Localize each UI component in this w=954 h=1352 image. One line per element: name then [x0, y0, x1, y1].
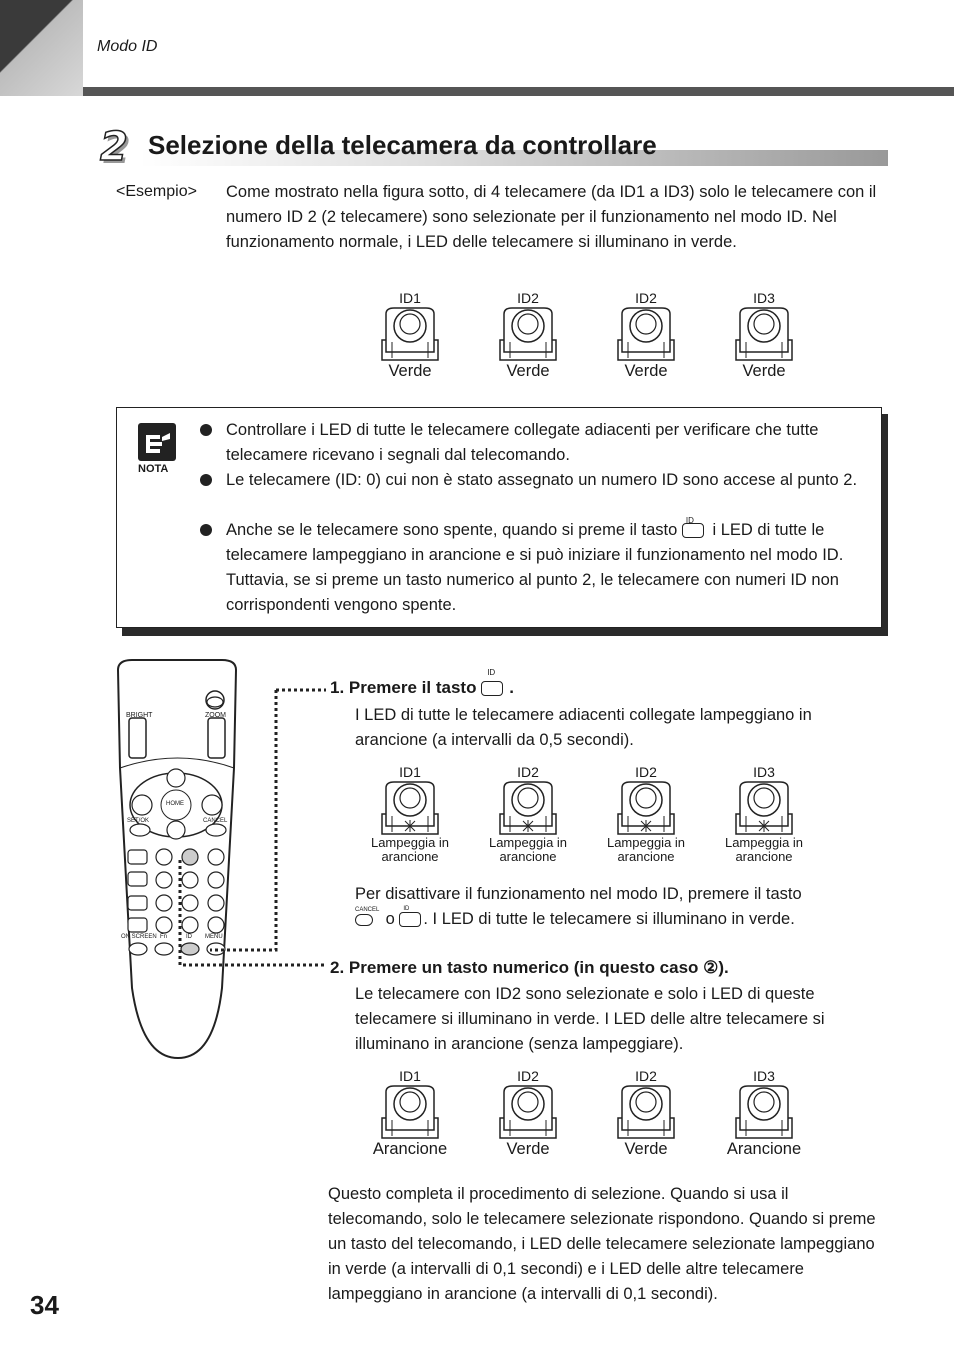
step1-deactivate	[355, 882, 885, 932]
deactivate-text-a: Per disattivare il funzionamento nel modo ID, premere il tasto	[355, 885, 802, 903]
page-number: 34	[30, 1290, 59, 1320]
camera	[606, 1068, 686, 1159]
note-item-2: Le telecamere (ID: 0) cui non è stato assegnato un numero ID sono accese al punto 2.	[226, 471, 858, 489]
camera-id: ID1	[399, 290, 421, 306]
camera-id: ID1	[399, 1068, 421, 1084]
camera	[488, 764, 568, 864]
camera-id: ID2	[635, 1068, 657, 1084]
example-label: <Esempio>	[116, 183, 197, 200]
section-number: 2	[100, 124, 128, 170]
camera-led-status: Lampeggia in arancione	[370, 835, 450, 864]
camera	[724, 1068, 804, 1159]
bullet	[200, 424, 212, 436]
cancel-key-icon	[355, 907, 381, 932]
note-hand-icon	[138, 423, 176, 461]
camera-icon	[724, 780, 804, 836]
camera-icon	[488, 1084, 568, 1140]
camera-id: ID2	[635, 764, 657, 780]
step1-title: 1. Premere il tasto ID .	[330, 668, 514, 697]
remote-zoom-label: ZOOM	[205, 712, 226, 719]
camera	[370, 290, 450, 381]
remote-id-label: ID	[186, 934, 192, 940]
id-key-icon	[399, 907, 423, 932]
corner-graphic	[0, 0, 83, 96]
camera	[724, 764, 804, 864]
camera-led-status: Arancione	[726, 1140, 802, 1158]
bullet	[200, 524, 212, 536]
camera-led-status: Verde	[742, 362, 786, 380]
deactivate-text-b: . I LED di tutte le telecamere si illuminano in verde.	[423, 910, 795, 928]
camera-led-status: Verde	[624, 1140, 668, 1158]
camera	[606, 290, 686, 381]
step2-title: 2. Premere un tasto numerico (in questo caso ②).	[330, 958, 729, 977]
note-item-3-text-b: i LED di tutte le telecamere lampeggiano in arancione e si può iniziare il funzionamento nel modo ID. Tuttavia, se si preme un tasto numerico al punto 2, le telecamere con numeri ID non corrispondenti vengono spente.	[226, 521, 844, 614]
id-key-icon	[481, 668, 509, 698]
remote-menu-label: MENU	[205, 934, 223, 940]
note-label: NOTA	[138, 463, 169, 475]
camera-icon	[606, 780, 686, 836]
camera	[370, 1068, 450, 1159]
callout-lines	[170, 680, 330, 970]
camera-id: ID1	[399, 764, 421, 780]
example-text: Come mostrato nella figura sotto, di 4 telecamere (da ID1 a ID3) solo le telecamere con il numero ID 2 (2 telecamere) sono selezionate per il funzionamento nel modo ID. Nel funzionamento normale, i LED delle telecamere si illuminano in verde.	[226, 183, 877, 251]
remote-home-label: HOME	[166, 801, 184, 807]
camera-icon	[606, 1084, 686, 1140]
camera-icon	[606, 306, 686, 362]
camera-icon	[370, 306, 450, 362]
camera-led-status: Verde	[506, 362, 550, 380]
page-title: Selezione della telecamera da controllare	[148, 130, 657, 160]
remote-fn-label: Fn	[160, 934, 168, 940]
bullet	[200, 474, 212, 486]
camera-icon	[724, 306, 804, 362]
id-key-label: ID	[685, 516, 694, 525]
camera	[488, 290, 568, 381]
camera-led-status: Verde	[506, 1140, 550, 1158]
camera	[724, 290, 804, 381]
remote-setok-label: SET/OK	[127, 818, 150, 824]
id-key-label: ID	[403, 906, 410, 912]
remote-bright-label: BRIGHT	[126, 712, 153, 719]
or-text: o	[385, 910, 395, 928]
id-key-icon	[682, 518, 708, 543]
camera-led-status: Verde	[388, 362, 432, 380]
camera-icon	[724, 1084, 804, 1140]
header-bar	[83, 87, 954, 96]
camera-id: ID3	[753, 764, 775, 780]
camera-id: ID2	[517, 764, 539, 780]
note-item-3	[226, 518, 866, 618]
camera	[606, 764, 686, 864]
closing-text: Questo completa il procedimento di selezione. Quando si usa il telecomando, solo le telecamere selezionate rispondono. Quando si preme un tasto del telecomando, i LED delle telecamere selezionate lampeggiano in verde (a intervalli di 0,1 secondi) e i LED delle altre telecamere lampeggiano in arancione (a intervalli di 0,1 secondi).	[328, 1185, 876, 1303]
remote-cancel-label: CANCEL	[203, 818, 228, 824]
note-item-1: Controllare i LED di tutte le telecamere collegate adiacenti per verificare che tutte telecamere ricevano i segnali dal telecomando.	[226, 421, 819, 464]
camera-id: ID2	[635, 290, 657, 306]
cancel-key-label: CANCEL	[355, 907, 380, 913]
camera	[370, 764, 450, 864]
camera-led-status: Lampeggia in arancione	[606, 835, 686, 864]
step1-text: I LED di tutte le telecamere adiacenti collegate lampeggiano in arancione (a intervalli da 0,5 secondi).	[355, 706, 812, 749]
camera-led-status: Lampeggia in arancione	[488, 835, 568, 864]
camera-id: ID2	[517, 1068, 539, 1084]
step2-text: Le telecamere con ID2 sono selezionate e solo i LED di queste telecamere si illuminano in verde. I LED delle altre telecamere si illuminano in arancione (senza lampeggiare).	[355, 985, 825, 1053]
camera-id: ID3	[753, 290, 775, 306]
section-label: Modo ID	[97, 38, 158, 55]
camera-led-status: Arancione	[372, 1140, 448, 1158]
remote-onscreen-label: ON SCREEN	[121, 934, 157, 940]
camera-led-status: Lampeggia in arancione	[724, 835, 804, 864]
note-item-3-text-a: Anche se le telecamere sono spente, quando si preme il tasto	[226, 521, 678, 539]
camera-led-status: Verde	[624, 362, 668, 380]
camera-icon	[488, 780, 568, 836]
camera-icon	[370, 1084, 450, 1140]
camera	[488, 1068, 568, 1159]
camera-id: ID2	[517, 290, 539, 306]
camera-icon	[370, 780, 450, 836]
id-key-label: ID	[487, 668, 496, 677]
camera-id: ID3	[753, 1068, 775, 1084]
step1-title-text: 1. Premere il tasto	[330, 678, 477, 697]
camera-icon	[488, 306, 568, 362]
